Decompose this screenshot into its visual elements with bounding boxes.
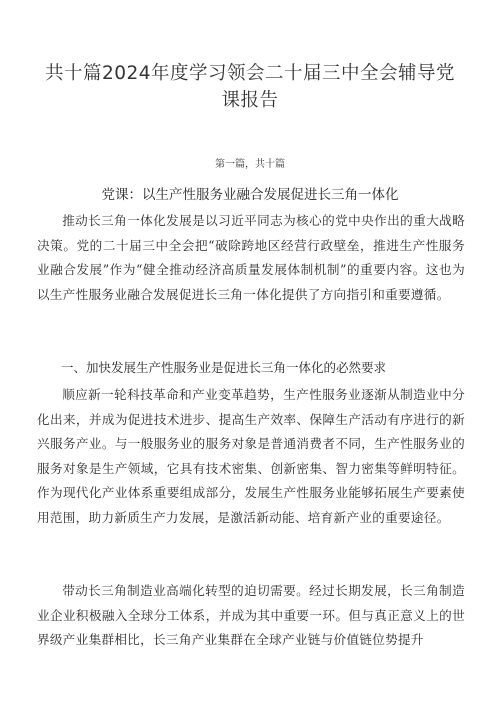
paragraph-body-1: 顺应新一轮科技革命和产业变革趋势，生产性服务业逐渐从制造业中分化出来，并成为促进技术进步、提高生产效率、保障生产活动有序进行的新兴服务产业。与一般服务业的服务对象是普通消费者不同，生产性服务业的服务对象是生产领域，它具有技术密集、创新密集、智力密集等鲜明特征。作为现代化产业体系重要组成部分，发展生产性服务业能够拓展生产要素使用范围，助力新质生产力发展，是激活新动能、培育新产业的重要途径。 bbox=[37, 387, 465, 525]
document-title: 共十篇2024年度学习领会二十届三中全会辅导党课报告 bbox=[44, 63, 456, 111]
paragraph-body-2: 带动长三角制造业高端化转型的迫切需要。经过长期发展，长三角制造业企业积极融入全球分工体系，并成为其中重要一环。但与真正意义上的世界级产业集群相比，长三角产业集群在全球产业链与价值链位势提升 bbox=[37, 583, 465, 647]
paragraph-intro: 推动长三角一体化发展是以习近平同志为核心的党中央作出的重大战略决策。党的二十届三中全会把“破除跨地区经营行政壁垒，推进生产性服务业融合发展”作为“健全推动经济高质量发展体制机制”的重要内容。这也为以生产性服务业融合发展促进长三角一体化提供了方向指引和重要遵循。 bbox=[37, 213, 465, 302]
section-heading: 一、加快发展生产性服务业是促进长三角一体化的必然要求 bbox=[61, 360, 387, 375]
article-label: 第一篇，共十篇 bbox=[215, 159, 285, 170]
article-heading: 党课：以生产性服务业融合发展促进长三角一体化 bbox=[101, 187, 399, 203]
